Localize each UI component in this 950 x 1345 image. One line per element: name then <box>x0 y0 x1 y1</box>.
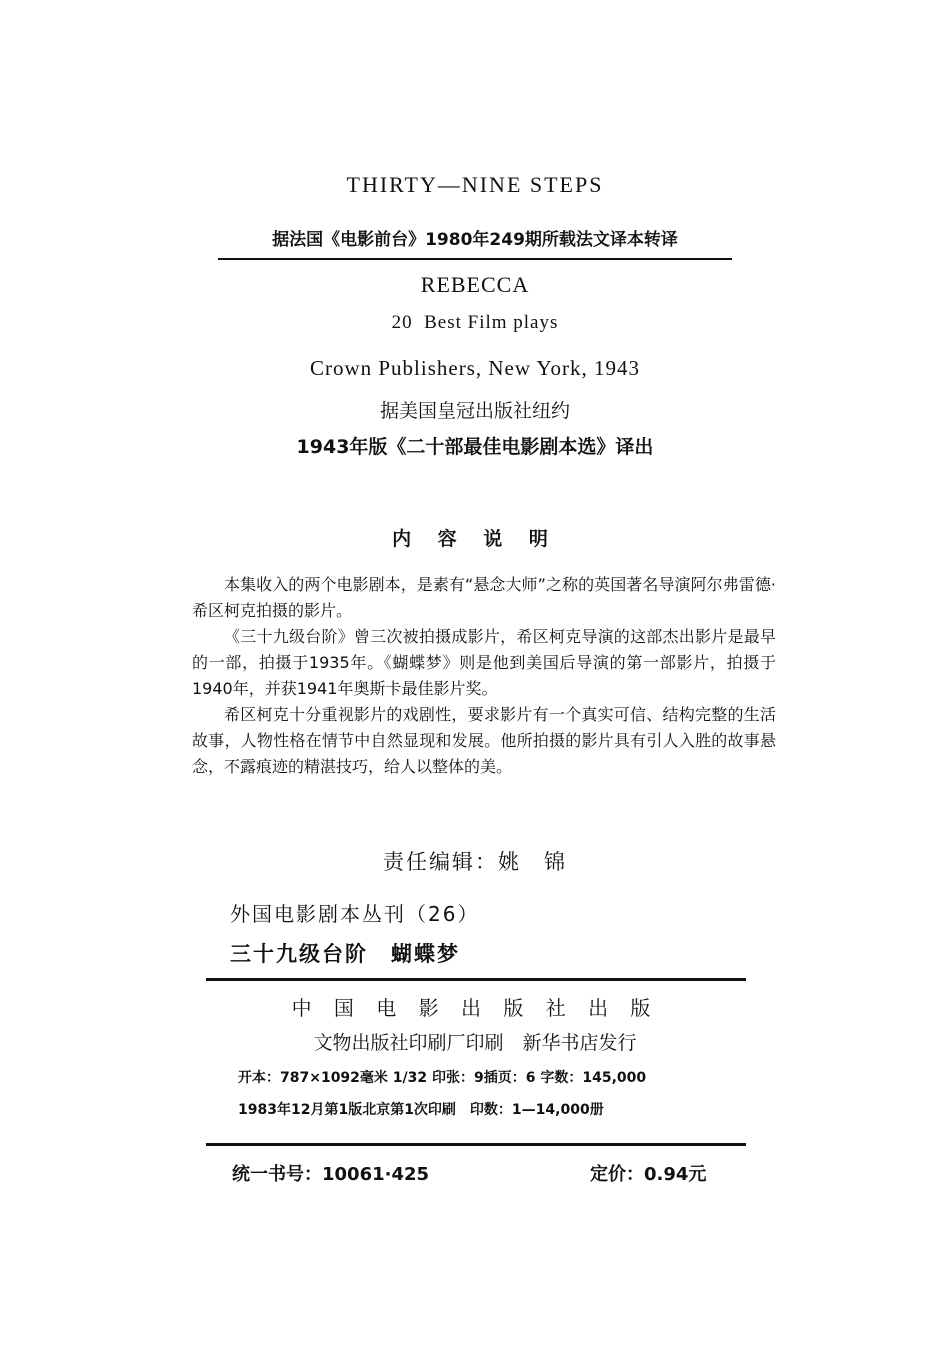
summary-body <box>192 572 776 780</box>
source2-publisher: Crown Publishers, New York, 1943 <box>309 356 641 380</box>
source2-title: REBECCA <box>420 272 530 297</box>
source2-note-line1: 据美国皇冠出版社纽约 <box>379 400 570 422</box>
summary-paragraph: 希区柯克十分重视影片的戏剧性，要求影片有一个真实可信、结构完整的生活故事，人物性格在情节中自然显现和发展。他所拍摄的影片具有引人入胜的故事悬念，不露痕迹的精湛技巧，给人以整体的美。 <box>192 705 776 776</box>
divider-colophon-bottom <box>206 1143 746 1146</box>
source2-subtitle: 20 Best Film plays <box>391 312 559 333</box>
colophon-printer: 文物出版社印刷厂印刷 新华书店发行 <box>313 1032 637 1054</box>
isbn: 统一书号：10061·425 <box>232 1164 430 1185</box>
divider-top <box>218 258 732 260</box>
colophon-format: 开本：787×1092毫米 1/32 印张：9插页：6 字数：145,000 <box>238 1070 647 1086</box>
source1-title: THIRTY—NINE STEPS <box>346 172 604 197</box>
colophon-edition: 1983年12月第1版北京第1次印刷 印数：1—14,000册 <box>238 1102 604 1118</box>
colophon-publisher: 中 国 电 影 出 版 社 出 版 <box>291 996 659 1020</box>
price: 定价：0.94元 <box>590 1164 707 1185</box>
source2-note-line2: 1943年版《二十部最佳电影剧本选》译出 <box>296 436 654 458</box>
divider-colophon-top <box>206 978 746 981</box>
editor-credit: 责任编辑：姚 锦 <box>383 850 567 874</box>
summary-paragraph: 本集收入的两个电影剧本，是素有“悬念大师”之称的英国著名导演阿尔弗雷德·希区柯克拍摄的影片。 <box>192 575 776 620</box>
summary-paragraph: 《三十九级台阶》曾三次被拍摄成影片，希区柯克导演的这部杰出影片是最早的一部，拍摄于1935年。《蝴蝶梦》则是他到美国后导演的第一部影片，拍摄于1940年，并获1941年奥斯卡最佳影片奖。 <box>192 627 776 698</box>
source1-note: 据法国《电影前台》1980年249期所载法文译本转译 <box>272 230 678 250</box>
series-name: 外国电影剧本丛刊（26） <box>230 902 480 926</box>
book-title: 三十九级台阶 蝴蝶梦 <box>230 942 460 966</box>
summary-heading: 内 容 说 明 <box>392 528 558 550</box>
